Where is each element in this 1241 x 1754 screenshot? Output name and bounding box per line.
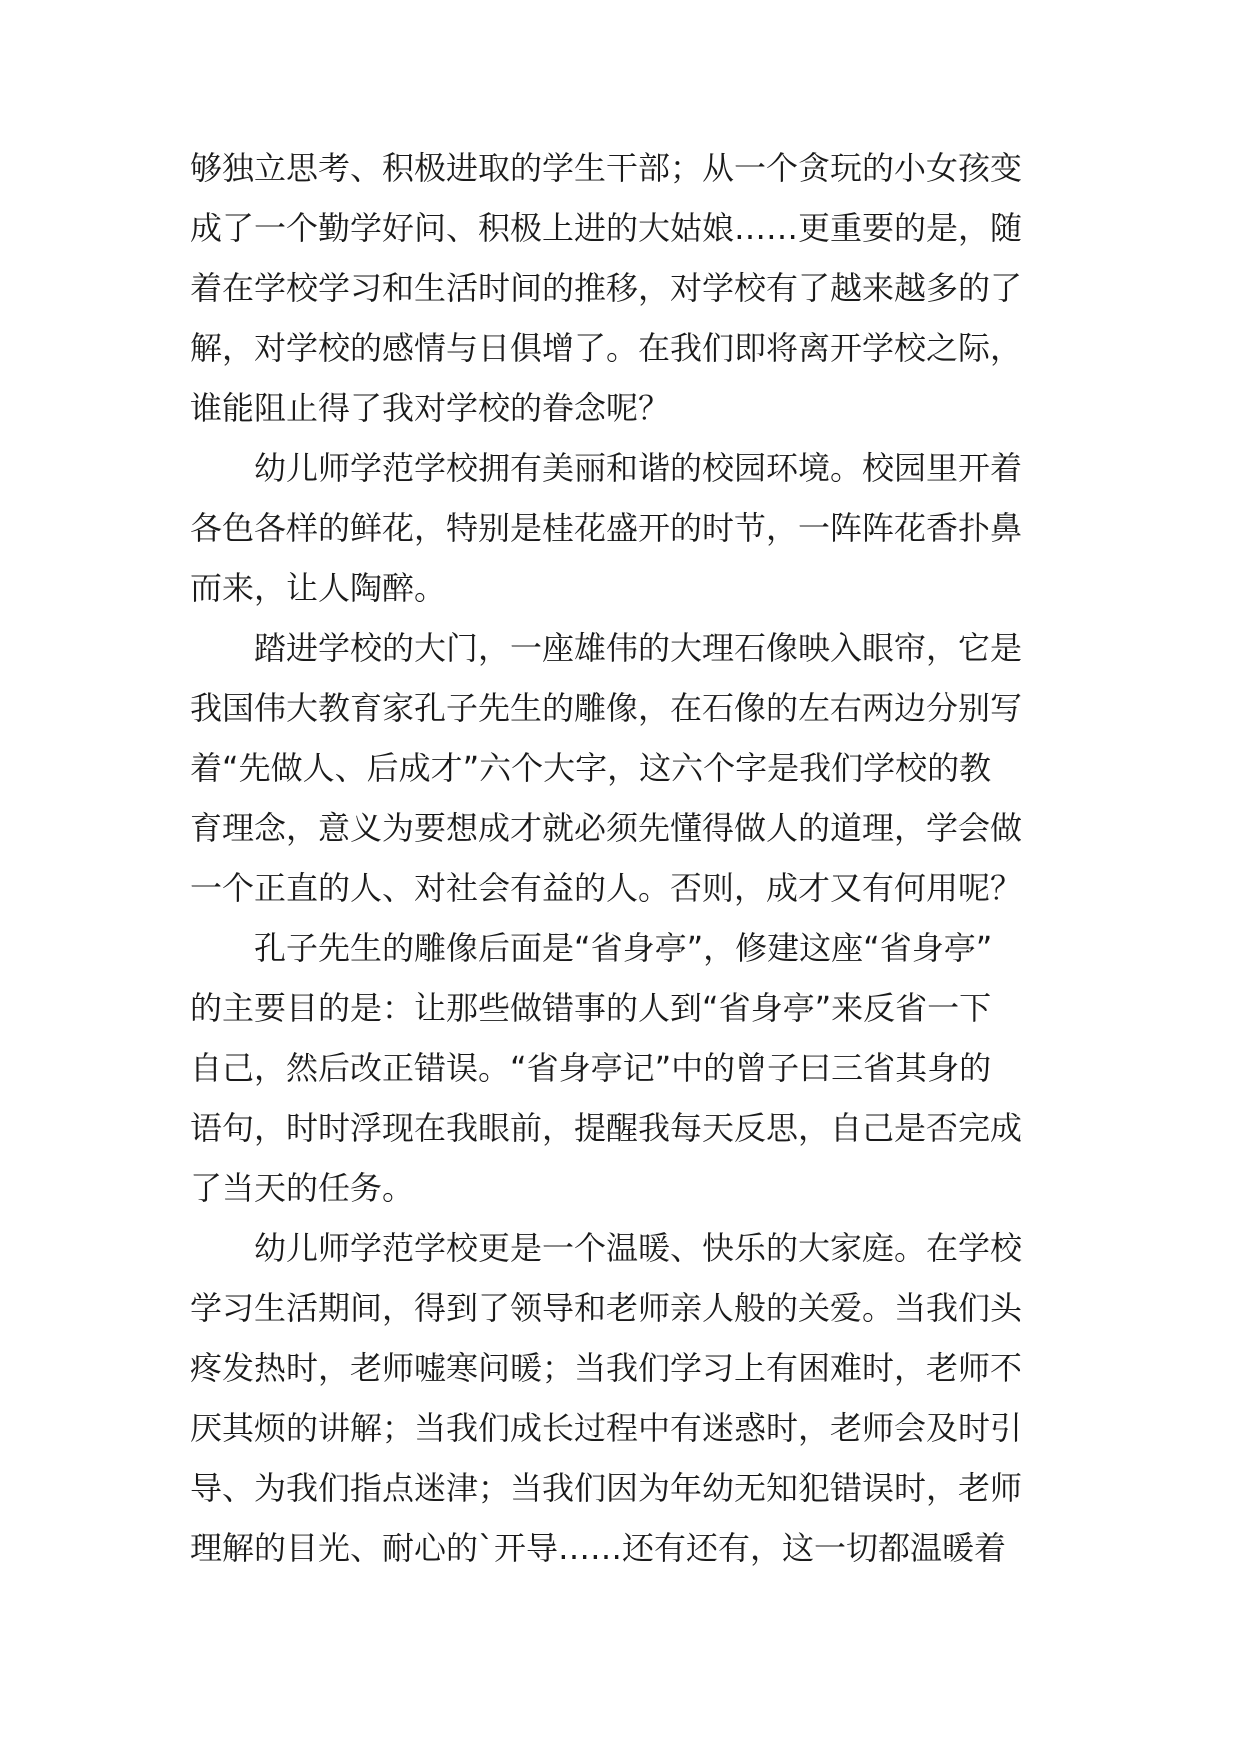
text-line: 踏进学校的大门，一座雄伟的大理石像映入眼帘，它是 [254, 629, 1023, 667]
text-line: 的主要目的是：让那些做错事的人到“省身亭”来反省一下 [190, 989, 992, 1027]
text-line: 孔子先生的雕像后面是“省身亭”，修建这座“省身亭” [254, 929, 993, 967]
text-line: 解，对学校的感情与日俱增了。在我们即将离开学校之际， [190, 329, 1023, 367]
text-line: 我国伟大教育家孔子先生的雕像，在石像的左右两边分别写 [190, 689, 1023, 727]
text-line: 幼儿师学范学校更是一个温暖、快乐的大家庭。在学校 [254, 1229, 1023, 1267]
text-line: 导、为我们指点迷津；当我们因为年幼无知犯错误时，老师 [190, 1469, 1023, 1507]
text-line: 厌其烦的讲解；当我们成长过程中有迷惑时，老师会及时引 [190, 1409, 1023, 1447]
text-line: 着“先做人、后成才”六个大字，这六个字是我们学校的教 [190, 749, 992, 787]
text-line: 谁能阻止得了我对学校的眷念呢？ [190, 389, 671, 427]
text-line: 了当天的任务。 [190, 1169, 415, 1207]
text-line: 着在学校学习和生活时间的推移，对学校有了越来越多的了 [190, 269, 1023, 307]
text-line: 而来，让人陶醉。 [190, 569, 447, 607]
text-line: 语句，时时浮现在我眼前，提醒我每天反思，自己是否完成 [190, 1109, 1023, 1147]
text-line: 一个正直的人、对社会有益的人。否则，成才又有何用呢？ [190, 869, 1023, 907]
text-line: 各色各样的鲜花，特别是桂花盛开的时节，一阵阵花香扑鼻 [190, 509, 1023, 547]
text-line: 育理念，意义为要想成才就必须先懂得做人的道理，学会做 [190, 809, 1023, 847]
text-line: 学习生活期间，得到了领导和老师亲人般的关爱。当我们头 [190, 1289, 1023, 1327]
text-line: 够独立思考、积极进取的学生干部；从一个贪玩的小女孩变 [190, 149, 1023, 187]
text-line: 自己，然后改正错误。“省身亭记”中的曾子曰三省其身的 [190, 1049, 992, 1087]
text-line: 幼儿师学范学校拥有美丽和谐的校园环境。校园里开着 [254, 449, 1023, 487]
text-line: 疼发热时，老师嘘寒问暖；当我们学习上有困难时，老师不 [190, 1349, 1023, 1387]
text-line: 成了一个勤学好问、积极上进的大姑娘……更重要的是，随 [190, 209, 1023, 247]
text-line: 理解的目光、耐心的`开导……还有还有，这一切都温暖着 [190, 1529, 1007, 1567]
